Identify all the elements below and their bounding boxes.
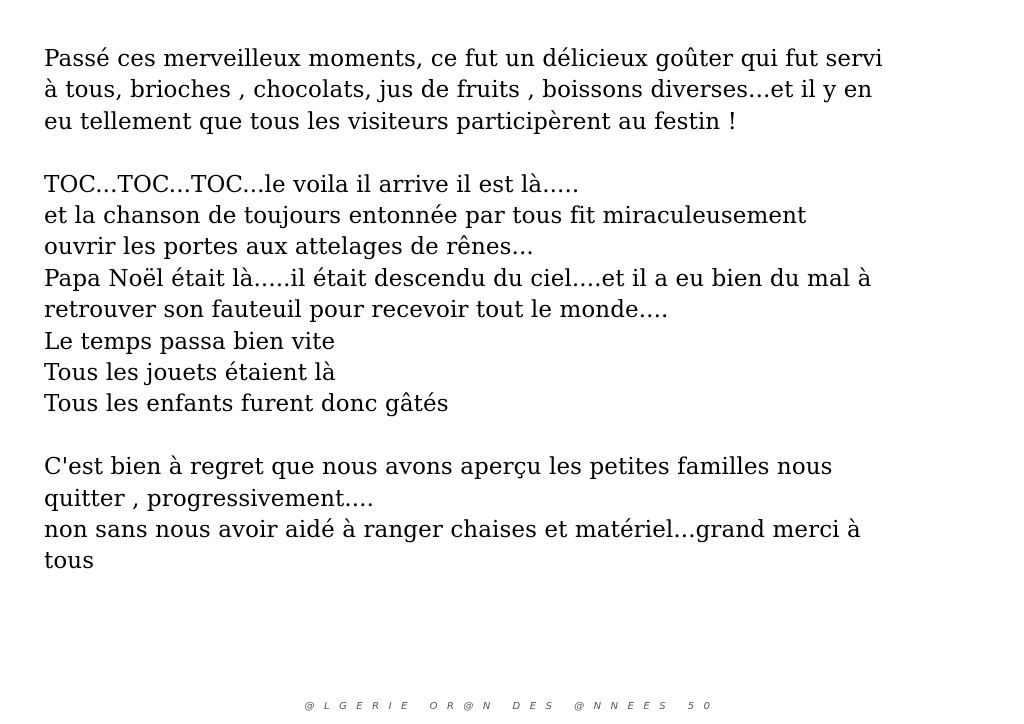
text-line: Passé ces merveilleux moments, ce fut un délicieux goûter qui fut servi	[44, 46, 883, 72]
text-line: TOC...TOC...TOC...le voila il arrive il est là.....	[44, 171, 580, 198]
text-line: tous	[44, 548, 95, 575]
paragraph-spacer	[44, 421, 994, 452]
paragraph-2	[44, 170, 994, 421]
text-line: et la chanson de toujours entonnée par tous fit miraculeusement	[44, 203, 807, 230]
footer-caption: @LGERIE OR@N DES @NNEES 50	[304, 701, 720, 712]
paragraph-1	[44, 44, 994, 138]
paragraph-3	[44, 452, 994, 578]
text-line: non sans nous avoir aidé à ranger chaises et matériel...grand merci à	[44, 517, 861, 544]
text-line: quitter , progressivement....	[44, 485, 374, 512]
text-line: Le temps passa bien vite	[44, 328, 336, 355]
text-line: à tous, brioches , chocolats, jus de fruits , boissons diverses...et il y en	[44, 77, 873, 104]
text-line: eu tellement que tous les visiteurs participèrent au festin !	[44, 108, 737, 135]
text-line: Tous les jouets étaient là	[44, 360, 336, 387]
text-line: Tous les enfants furent donc gâtés	[44, 391, 449, 418]
text-line: ouvrir les portes aux attelages de rênes...	[44, 234, 534, 261]
paragraph-spacer	[44, 138, 994, 169]
text-line: Papa Noël était là.....il était descendu du ciel....et il a eu bien du mal à	[44, 265, 872, 292]
text-line: C'est bien à regret que nous avons aperçu les petites familles nous	[44, 454, 833, 481]
text-line: retrouver son fauteuil pour recevoir tout le monde....	[44, 297, 669, 324]
document-body	[44, 44, 994, 578]
